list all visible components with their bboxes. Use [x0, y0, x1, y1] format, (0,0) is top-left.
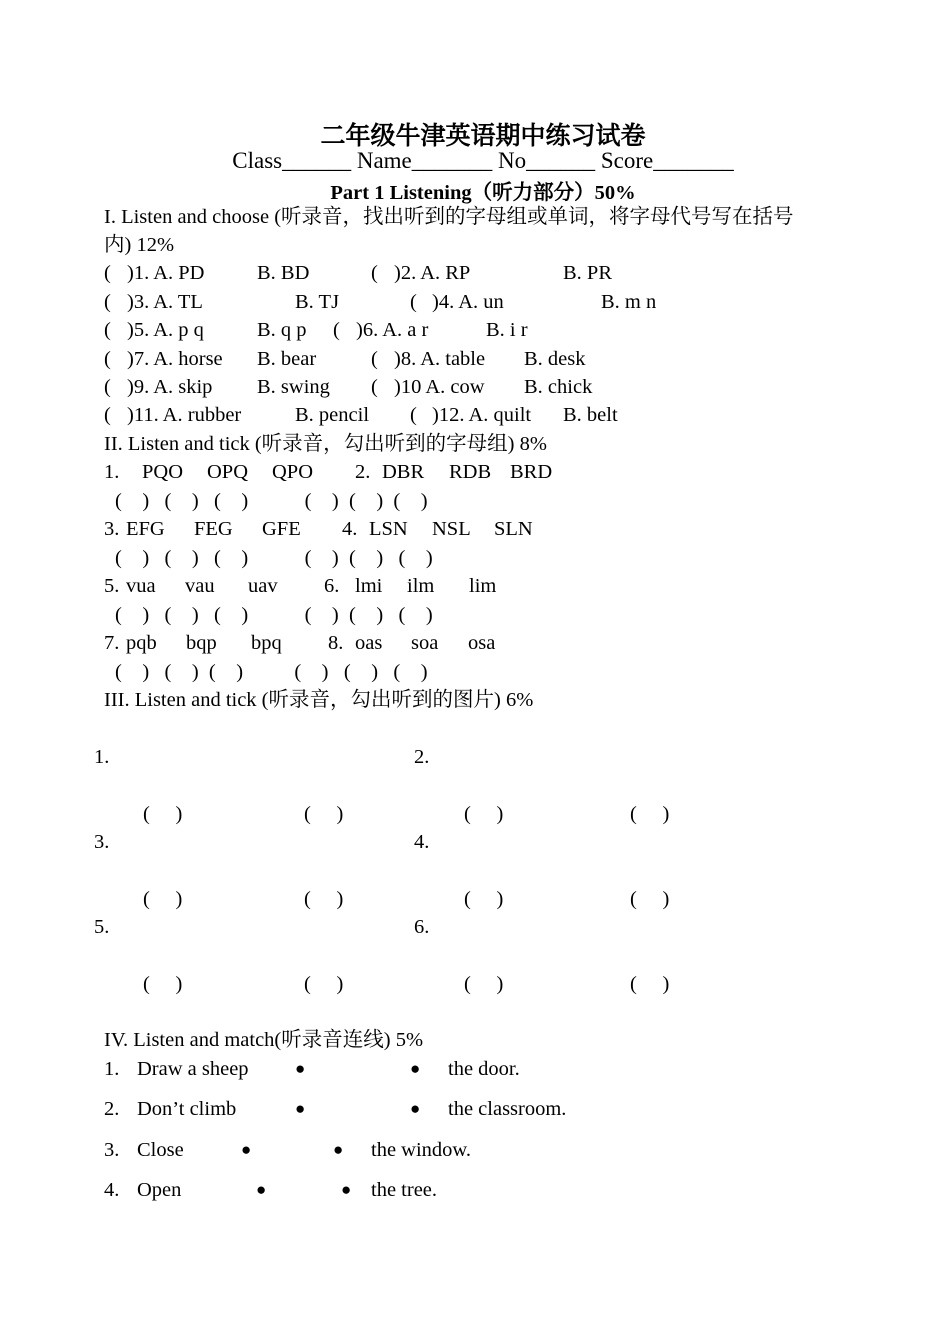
picture-tick-paren: ( ) [464, 888, 504, 910]
choice-a: )9. A. skip [127, 376, 213, 398]
choice-a: )10 A. cow [394, 376, 485, 398]
letter-option: ilm [407, 575, 435, 597]
answer-paren: ( [104, 319, 111, 341]
item-number: 2. [104, 1098, 120, 1120]
answer-paren: ( [410, 404, 417, 426]
exam-title: 二年级牛津英语期中练习试卷 [320, 121, 646, 150]
match-dot[interactable]: ● [341, 1180, 352, 1199]
section4-heading: IV. Listen and match(听录音连线) 5% [104, 1029, 424, 1051]
choice-b: B. m n [601, 291, 657, 313]
picture-tick-paren: ( ) [630, 803, 670, 825]
choice-b: B. pencil [295, 404, 370, 426]
picture-tick-paren: ( ) [630, 973, 670, 995]
item-number: 3. [104, 518, 120, 540]
letter-option: LSN [369, 518, 408, 540]
letter-option: oas [355, 632, 383, 654]
letter-option: OPQ [207, 461, 249, 483]
letter-option: lim [469, 575, 497, 597]
match-dot[interactable]: ● [295, 1099, 306, 1118]
item-number: 6. [324, 575, 340, 597]
choice-a: )2. A. RP [394, 262, 471, 284]
letter-option: BRD [510, 461, 553, 483]
choice-a: )7. A. horse [127, 348, 223, 370]
student-info-line: Class______ Name_______ No______ Score_______ [232, 148, 734, 173]
letter-option: GFE [262, 518, 301, 540]
section3-heading: III. Listen and tick (听录音，勾出听到的图片) 6% [104, 689, 534, 711]
match-left-phrase: Draw a sheep [137, 1058, 249, 1080]
letter-option: NSL [432, 518, 471, 540]
answer-paren: ( [371, 262, 378, 284]
match-right-phrase: the door. [448, 1058, 520, 1080]
answer-paren: ( [104, 404, 111, 426]
choice-b: B. PR [563, 262, 612, 284]
picture-number: 5. [94, 916, 110, 938]
item-number: 1. [104, 1058, 120, 1080]
choice-a: )3. A. TL [127, 291, 203, 313]
letter-option: bpq [251, 632, 282, 654]
answer-paren: ( [104, 348, 111, 370]
answer-paren: ( [104, 262, 111, 284]
match-right-phrase: the tree. [371, 1179, 438, 1201]
choice-b: B. chick [524, 376, 593, 398]
letter-option: QPO [272, 461, 314, 483]
answer-paren: ( [104, 376, 111, 398]
match-dot[interactable]: ● [241, 1140, 252, 1159]
choice-b: B. desk [524, 348, 586, 370]
letter-option: uav [248, 575, 278, 597]
section1-heading-cont: 内) 12% [104, 234, 175, 256]
picture-number: 6. [414, 916, 430, 938]
letter-option: osa [468, 632, 496, 654]
match-left-phrase: Close [137, 1139, 184, 1161]
tick-parens: ( ) ( ) ( ) ( ) ( ) ( ) [115, 604, 433, 626]
choice-b: B. i r [486, 319, 528, 341]
item-number: 4. [104, 1179, 120, 1201]
choice-a: )6. A. a r [356, 319, 429, 341]
letter-option: vua [126, 575, 156, 597]
picture-tick-paren: ( ) [143, 803, 183, 825]
picture-number: 4. [414, 831, 430, 853]
letter-option: PQO [142, 461, 184, 483]
match-right-phrase: the window. [371, 1139, 472, 1161]
answer-paren: ( [333, 319, 340, 341]
choice-b: B. q p [257, 319, 307, 341]
choice-b: B. belt [563, 404, 618, 426]
choice-b: B. bear [257, 348, 317, 370]
picture-tick-paren: ( ) [143, 888, 183, 910]
item-number: 3. [104, 1139, 120, 1161]
choice-a: )12. A. quilt [432, 404, 532, 426]
choice-a: )4. A. un [432, 291, 504, 313]
section1-heading: I. Listen and choose (听录音，找出听到的字母组或单词，将字母代号写在括号 [104, 206, 794, 228]
answer-paren: ( [371, 376, 378, 398]
letter-option: EFG [126, 518, 165, 540]
letter-option: bqp [186, 632, 217, 654]
picture-number: 1. [94, 746, 110, 768]
answer-paren: ( [371, 348, 378, 370]
picture-tick-paren: ( ) [143, 973, 183, 995]
picture-number: 2. [414, 746, 430, 768]
choice-b: B. BD [257, 262, 310, 284]
match-dot[interactable]: ● [410, 1099, 421, 1118]
match-dot[interactable]: ● [333, 1140, 344, 1159]
picture-tick-paren: ( ) [630, 888, 670, 910]
letter-option: vau [185, 575, 215, 597]
item-number: 2. [355, 461, 371, 483]
choice-a: )11. A. rubber [127, 404, 242, 426]
picture-tick-paren: ( ) [304, 888, 344, 910]
match-dot[interactable]: ● [256, 1180, 267, 1199]
picture-tick-paren: ( ) [464, 973, 504, 995]
picture-tick-paren: ( ) [304, 803, 344, 825]
letter-option: FEG [194, 518, 233, 540]
tick-parens: ( ) ( ) ( ) ( ) ( ) ( ) [115, 490, 428, 512]
picture-tick-paren: ( ) [464, 803, 504, 825]
match-right-phrase: the classroom. [448, 1098, 567, 1120]
item-number: 7. [104, 632, 120, 654]
letter-option: pqb [126, 632, 157, 654]
choice-b: B. swing [257, 376, 330, 398]
letter-option: DBR [382, 461, 425, 483]
tick-parens: ( ) ( ) ( ) ( ) ( ) ( ) [115, 547, 433, 569]
letter-option: RDB [449, 461, 492, 483]
item-number: 5. [104, 575, 120, 597]
answer-paren: ( [104, 291, 111, 313]
match-left-phrase: Open [137, 1179, 182, 1201]
letter-option: lmi [355, 575, 383, 597]
answer-paren: ( [410, 291, 417, 313]
letter-option: soa [411, 632, 439, 654]
letter-option: SLN [494, 518, 533, 540]
section2-heading: II. Listen and tick (听录音，勾出听到的字母组) 8% [104, 433, 547, 455]
match-dot[interactable]: ● [295, 1059, 306, 1078]
choice-b: B. TJ [295, 291, 340, 313]
item-number: 1. [104, 461, 120, 483]
picture-tick-paren: ( ) [304, 973, 344, 995]
match-dot[interactable]: ● [410, 1059, 421, 1078]
item-number: 4. [342, 518, 358, 540]
item-number: 8. [328, 632, 344, 654]
picture-number: 3. [94, 831, 110, 853]
match-left-phrase: Don’t climb [137, 1098, 237, 1120]
choice-a: )8. A. table [394, 348, 486, 370]
tick-parens: ( ) ( ) ( ) ( ) ( ) ( ) [115, 661, 428, 683]
choice-a: )1. A. PD [127, 262, 205, 284]
part1-heading: Part 1 Listening（听力部分）50% [330, 182, 636, 204]
choice-a: )5. A. p q [127, 319, 204, 341]
